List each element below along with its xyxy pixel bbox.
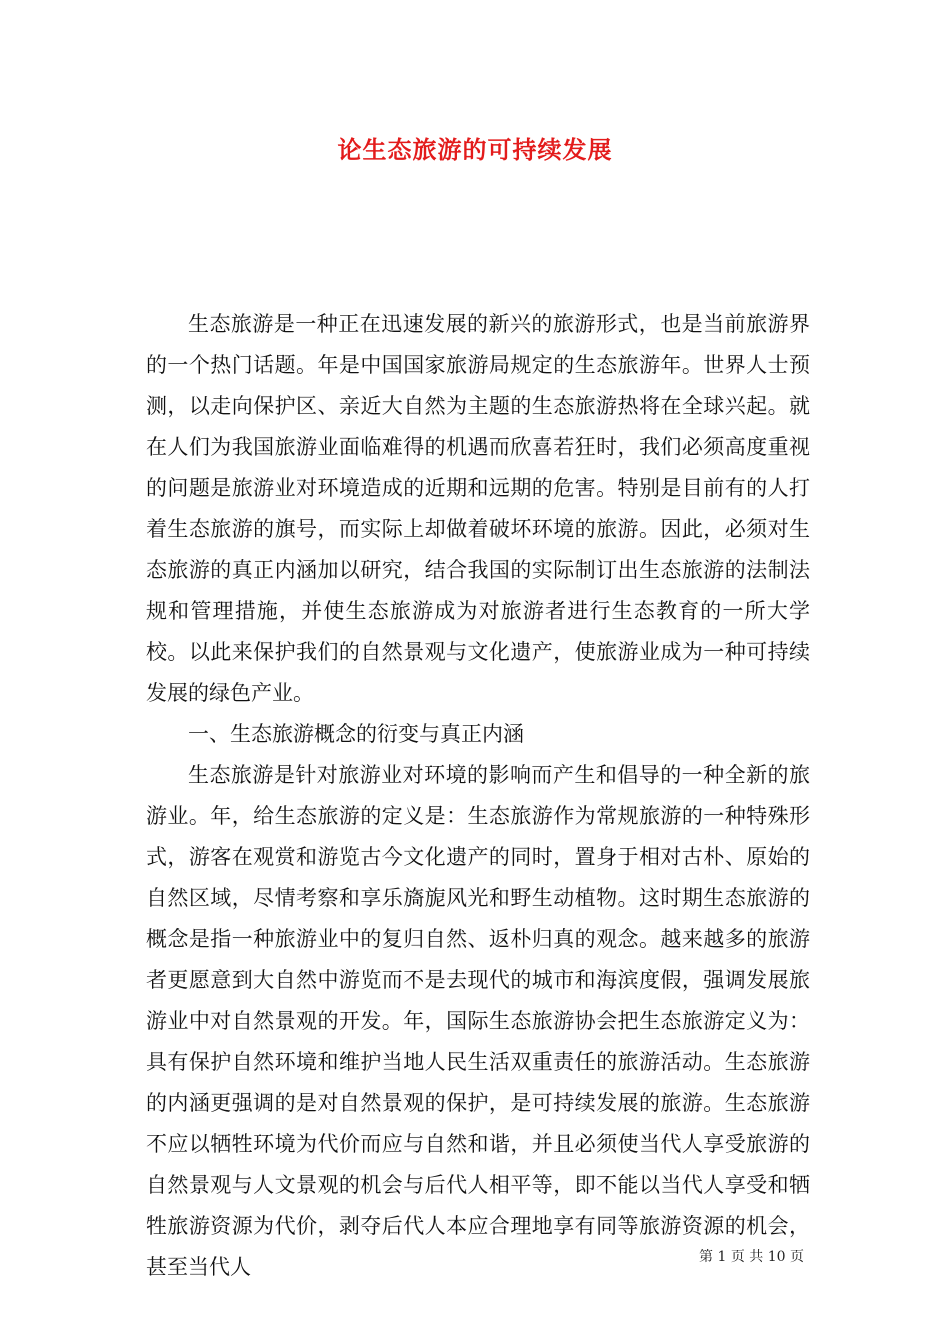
page-number: 第 1 页 共 10 页	[699, 1249, 804, 1265]
paragraph-definition: 生态旅游是针对旅游业对环境的影响而产生和倡导的一种全新的旅游业。年，给生态旅游的定义是：生态旅游作为常规旅游的一种特殊形式，游客在观赏和游览古今文化遗产的同时，置身于相对古朴、原始的自然区域，尽情考察和享乐旖旎风光和野生动植物。这时期生态旅游的概念是指一种旅游业中的复归自然、返朴归真的观念。越来越多的旅游者更愿意到大自然中游览而不是去现代的城市和海滨度假，强调发展旅游业中对自然景观的开发。年，国际生态旅游协会把生态旅游定义为：具有保护自然环境和维护当地人民生活双重责任的旅游活动。生态旅游的内涵更强调的是对自然景观的保护，是可持续发展的旅游。生态旅游不应以牺牲环境为代价而应与自然和谐，并且必须使当代人享受旅游的自然景观与人文景观的机会与后代人相平等，即不能以当代人享受和牺牲旅游资源为代价，剥夺后代人本应合理地享有同等旅游资源的机会，甚至当代人	[146, 763, 810, 1279]
document-title: 论生态旅游的可持续发展	[337, 135, 613, 164]
section-heading: 一、生态旅游概念的衍变与真正内涵	[188, 722, 524, 746]
document-body	[146, 304, 810, 1288]
paragraph-intro: 生态旅游是一种正在迅速发展的新兴的旅游形式，也是当前旅游界的一个热门话题。年是中国国家旅游局规定的生态旅游年。世界人士预测，以走向保护区、亲近大自然为主题的生态旅游热将在全球兴起。就在人们为我国旅游业面临难得的机遇而欣喜若狂时，我们必须高度重视的问题是旅游业对环境造成的近期和远期的危害。特别是目前有的人打着生态旅游的旗号，而实际上却做着破坏环境的旅游。因此，必须对生态旅游的真正内涵加以研究，结合我国的实际制订出生态旅游的法制法规和管理措施，并使生态旅游成为对旅游者进行生态教育的一所大学校。以此来保护我们的自然景观与文化遗产，使旅游业成为一种可持续发展的绿色产业。	[146, 312, 810, 705]
